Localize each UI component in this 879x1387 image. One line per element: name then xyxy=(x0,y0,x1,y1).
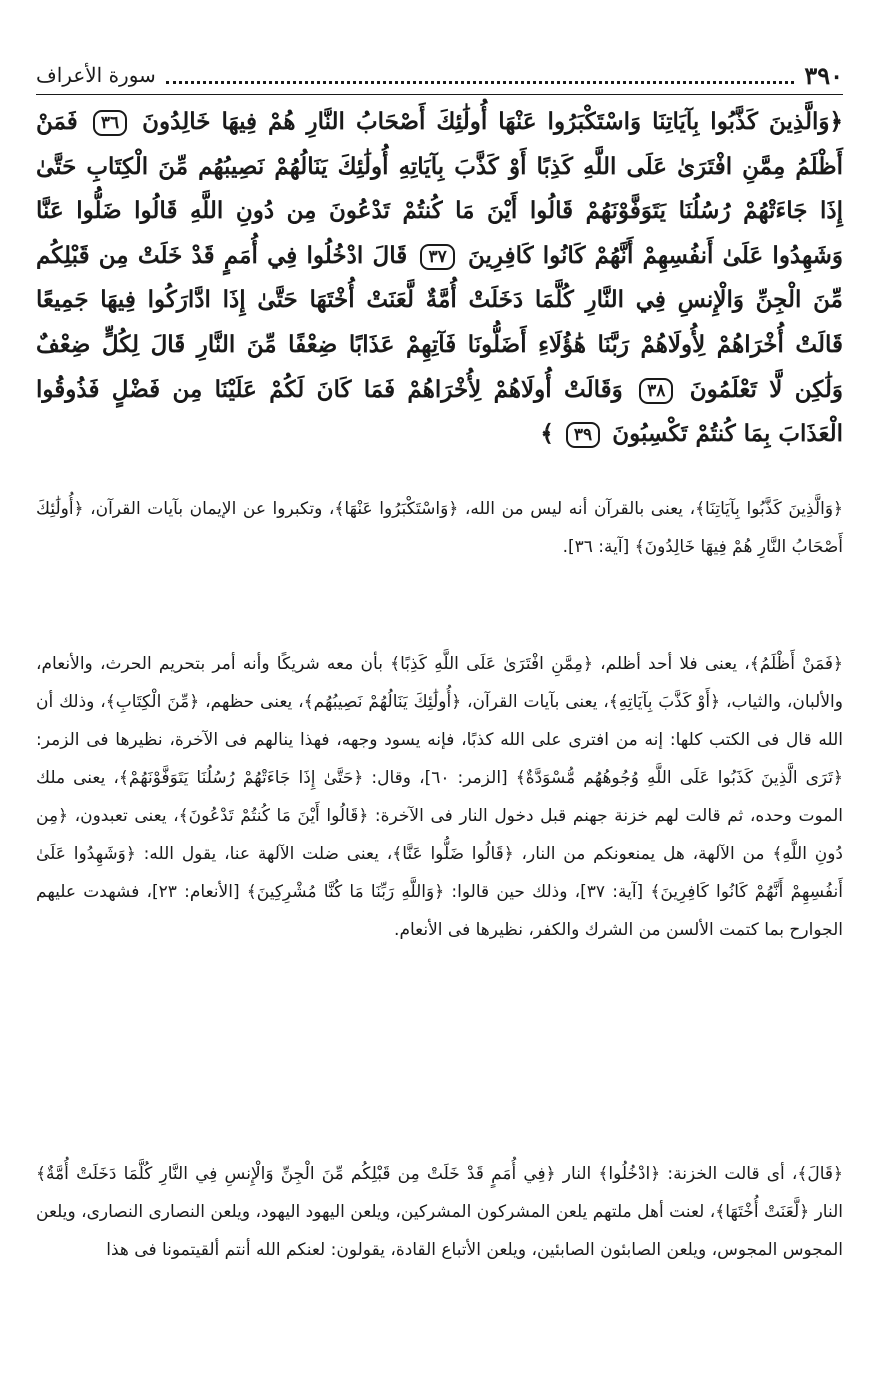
quran-text-38: قَالَ ادْخُلُوا فِي أُمَمٍ قَدْ خَلَتْ مِن قَبْلِكُم مِّنَ الْجِنِّ وَالْإِنسِ فِي النَّارِ كُلَّمَا دَخَلَتْ أُمَّةٌ لَّعَنَتْ أُخْتَهَا حَتَّىٰ إِذَا ادَّارَكُوا فِيهَا جَمِيعًا قَالَتْ أُخْرَاهُمْ لِأُولَاهُمْ رَبَّنَا هَٰؤُلَاءِ أَضَلُّونَا فَآتِهِمْ عَذَابًا ضِعْفًا مِّنَ النَّارِ قَالَ لِكُلٍّ ضِعْفٌ وَلَٰكِن لَّا تَعْلَمُونَ xyxy=(36,241,844,403)
ayah-number-36: ٣٦ xyxy=(93,110,127,136)
header-divider xyxy=(36,94,843,95)
tafsir-paragraph-3: ﴿قَالَ﴾، أى قالت الخزنة: ﴿ادْخُلُوا﴾ النار ﴿فِي أُمَمٍ قَدْ خَلَتْ مِن قَبْلِكُم مِّنَ الْجِنِّ وَالْإِنسِ فِي النَّارِ كُلَّمَا دَخَلَتْ أُمَّةٌ﴾ النار ﴿لَّعَنَتْ أُخْتَهَا﴾، لعنت أهل ملتهم يلعن المشركون المشركين، ويلعن اليهود اليهود، ويلعن النصارى النصارى، ويلعن المجوس المجوس، ويلعن الصابئون الصابئين، ويلعن الأتباع القادة، يقولون: لعنكم الله أنتم ألقيتمونا فى هذا xyxy=(36,1164,843,1260)
ayah-number-39: ٣٩ xyxy=(566,422,600,448)
page-number: ٣٩٠ xyxy=(804,60,843,90)
tafsir-paragraph-1: ﴿وَالَّذِينَ كَذَّبُوا بِآيَاتِنَا﴾، يعنى بالقرآن أنه ليس من الله، ﴿وَاسْتَكْبَرُوا عَنْهَا﴾، وتكبروا عن الإيمان بآيات القرآن، ﴿أُولَٰئِكَ أَصْحَابُ النَّارِ هُمْ فِيهَا خَالِدُونَ﴾ [آية: ٣٦]. xyxy=(36,499,843,557)
quran-text-36: ﴿وَالَّذِينَ كَذَّبُوا بِآيَاتِنَا وَاسْتَكْبَرُوا عَنْهَا أُولَٰئِكَ أَصْحَابُ النَّارِ هُمْ فِيهَا خَالِدُونَ xyxy=(142,108,843,135)
quran-text-39: وَقَالَتْ أُولَاهُمْ لِأُخْرَاهُمْ فَمَا كَانَ لَكُمْ عَلَيْنَا مِن فَضْلٍ فَذُوقُوا الْعَذَابَ بِمَا كُنتُمْ تَكْسِبُونَ xyxy=(36,375,843,448)
ayah-number-37: ٣٧ xyxy=(420,244,454,270)
quran-verses-block xyxy=(36,100,843,457)
quran-closing-bracket: ﴾ xyxy=(540,420,554,448)
ayah-number-38: ٣٨ xyxy=(639,378,673,404)
page-header xyxy=(36,58,843,92)
tafsir-paragraph-2: ﴿فَمَنْ أَظْلَمُ﴾، يعنى فلا أحد أظلم، ﴿مِمَّنِ افْتَرَىٰ عَلَى اللَّهِ كَذِبًا﴾ بأن معه شريكًا وأنه أمر بتحريم الحرث، والأنعام، والألبان، والثياب، ﴿أَوْ كَذَّبَ بِآيَاتِهِ﴾، يعنى بآيات القرآن، ﴿أُولَٰئِكَ يَنَالُهُمْ نَصِيبُهُم﴾، يعنى حظهم، ﴿مِّنَ الْكِتَابِ﴾، وذلك أن الله قال فى الكتب كلها: إنه من افترى على الله كذبًا، فإنه يسود وجهه، فهذا ينالهم فى الآخرة، نظيرها فى الزمر: ﴿تَرَى الَّذِينَ كَذَبُوا عَلَى اللَّهِ وُجُوهُهُم مُّسْوَدَّةٌ﴾ [الزمر: ٦٠]، وقال: ﴿حَتَّىٰ إِذَا جَاءَتْهُمْ رُسُلُنَا يَتَوَفَّوْنَهُمْ﴾، يعنى ملك الموت وحده، ثم قالت لهم خزنة جهنم قبل دخول النار فى الآخرة: ﴿قَالُوا أَيْنَ مَا كُنتُمْ تَدْعُونَ﴾، يعنى تعبدون، ﴿مِن دُونِ اللَّهِ﴾ من الآلهة، هل يمنعونكم من النار، ﴿قَالُوا ضَلُّوا عَنَّا﴾، يعنى ضلت الآلهة عنا، يقول الله: ﴿وَشَهِدُوا عَلَىٰ أَنفُسِهِمْ أَنَّهُمْ كَانُوا كَافِرِينَ﴾ [آية: ٣٧]، وذلك حين قالوا: ﴿وَاللَّهِ رَبِّنَا مَا كُنَّا مُشْرِكِينَ﴾ [الأنعام: ٢٣]، فشهدت عليهم الجوارح بما كتمت الألسن من الشرك والكفر، نظيرها فى الأنعام. xyxy=(36,654,843,940)
header-dotted-leader xyxy=(166,79,795,84)
surah-title: سورة الأعراف xyxy=(36,63,156,87)
quran-text-37: فَمَنْ أَظْلَمُ مِمَّنِ افْتَرَىٰ عَلَى اللَّهِ كَذِبًا أَوْ كَذَّبَ بِآيَاتِهِ أُولَٰئِكَ يَنَالُهُمْ نَصِيبُهُم مِّنَ الْكِتَابِ حَتَّىٰ إِذَا جَاءَتْهُمْ رُسُلُنَا يَتَوَفَّوْنَهُمْ قَالُوا أَيْنَ مَا كُنتُمْ تَدْعُونَ مِن دُونِ اللَّهِ قَالُوا ضَلُّوا عَنَّا وَشَهِدُوا عَلَىٰ أَنفُسِهِمْ أَنَّهُمْ كَانُوا كَافِرِينَ xyxy=(36,108,843,269)
